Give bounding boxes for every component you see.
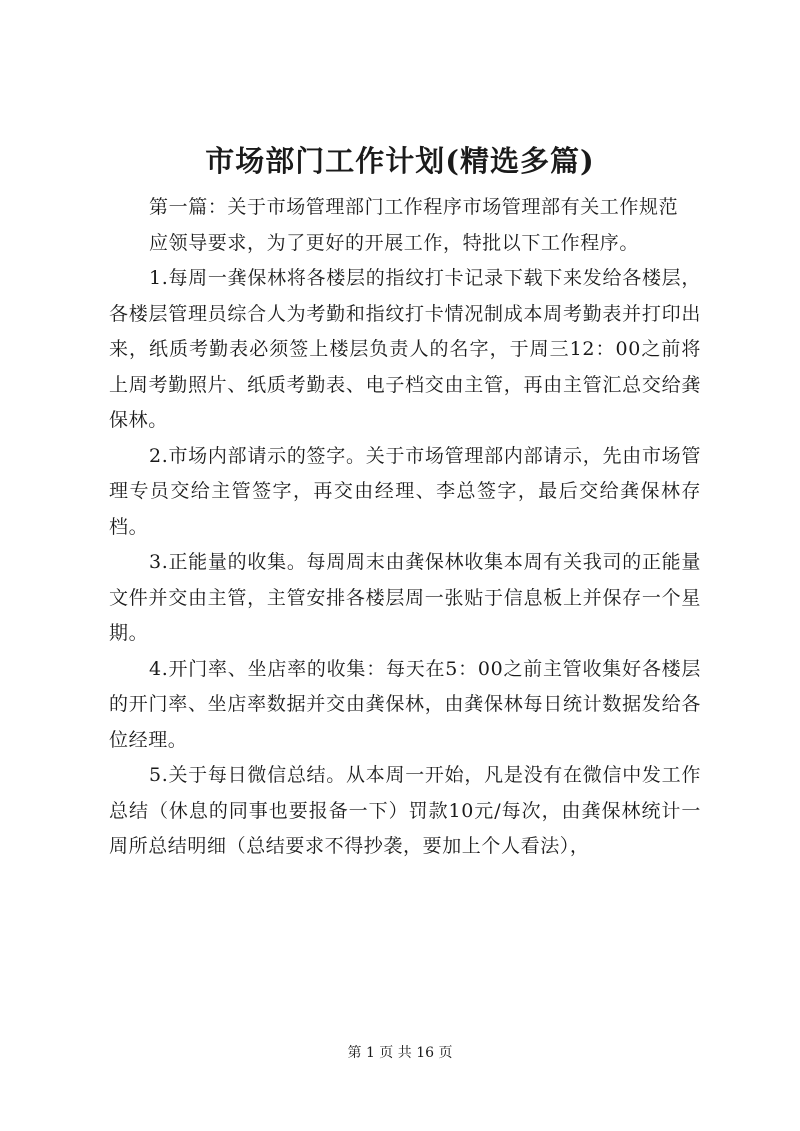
- paragraph-heading: 第一篇：关于市场管理部门工作程序市场管理部有关工作规范: [149, 196, 679, 218]
- paragraph-item-4: 4.开门率、坐店率的收集：每天在5：00之前主管收集好各楼层的开门率、坐店率数据并交由龚保林，由龚保林每日统计数据发给各位经理。: [109, 657, 701, 751]
- document-title: 市场部门工作计划(精选多篇): [205, 144, 595, 178]
- paragraph-item-2: 2.市场内部请示的签字。关于市场管理部内部请示，先由市场管理专员交给主管签字，再交由经理、李总签字，最后交给龚保林存档。: [109, 444, 701, 538]
- paragraph-item-1: 1.每周一龚保林将各楼层的指纹打卡记录下载下来发给各楼层，各楼层管理员综合人为考勤和指纹打卡情况制成本周考勤表并打印出来，纸质考勤表必须签上楼层负责人的名字，于周三12：00之前将上周考勤照片、纸质考勤表、电子档交由主管，再由主管汇总交给龚保林。: [109, 267, 701, 431]
- paragraph-item-3: 3.正能量的收集。每周周末由龚保林收集本周有关我司的正能量文件并交由主管，主管安排各楼层周一张贴于信息板上并保存一个星期。: [109, 551, 701, 644]
- page-number-footer: 第 1 页 共 16 页: [347, 1045, 453, 1061]
- document-body: [109, 190, 701, 865]
- paragraph-item-5: 5.关于每日微信总结。从本周一开始，凡是没有在微信中发工作总结（休息的同事也要报备一下）罚款10元/每次，由龚保林统计一周所总结明细（总结要求不得抄袭，要加上个人看法），: [109, 764, 701, 857]
- paragraph-intro: 应领导要求，为了更好的开展工作，特批以下工作程序。: [149, 231, 640, 254]
